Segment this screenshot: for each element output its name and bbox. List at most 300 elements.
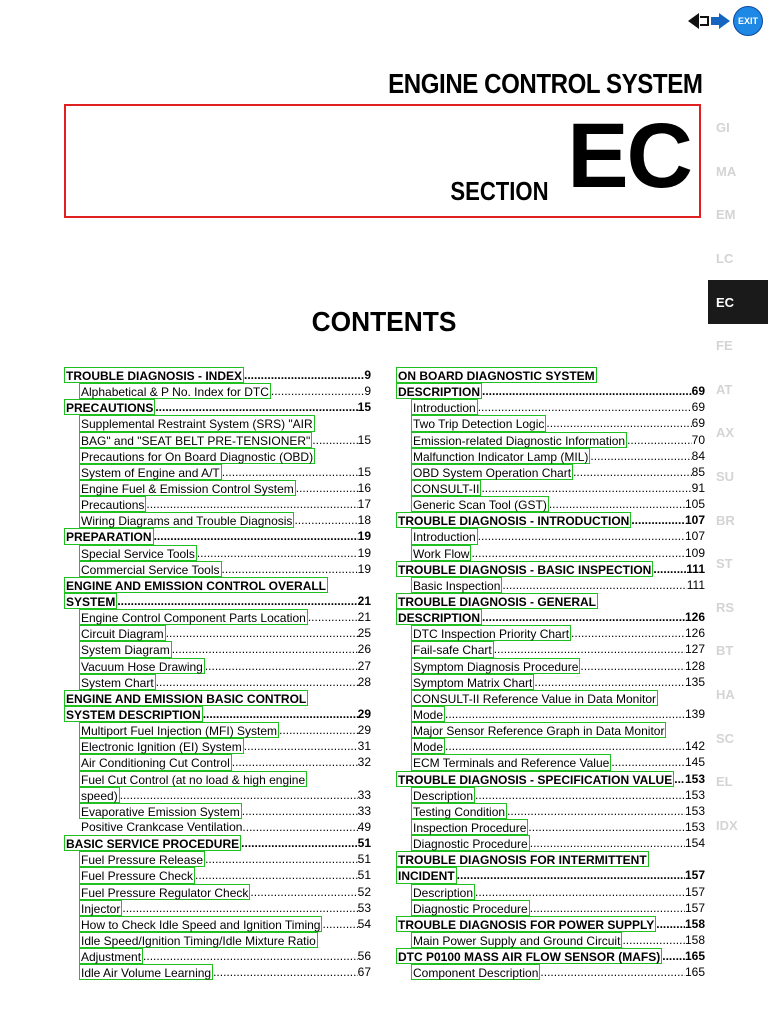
toc-entry[interactable] [398, 415, 705, 431]
toc-entry[interactable] [66, 641, 371, 657]
toc-leader-dots [222, 464, 358, 480]
toc-page-number: 67 [357, 965, 371, 980]
toc-entry[interactable] [398, 641, 705, 657]
toc-leader-dots [232, 754, 358, 770]
toc-entry[interactable] [398, 609, 705, 625]
toc-entry[interactable] [398, 867, 705, 883]
toc-page-number: 9 [364, 384, 371, 399]
toc-entry[interactable] [66, 964, 371, 980]
toc-entry[interactable] [66, 625, 371, 641]
toc-leader-dots [308, 609, 358, 625]
toc-leader-dots [279, 722, 358, 738]
toc-entry[interactable] [66, 415, 371, 431]
tab-ax[interactable]: AX [716, 425, 735, 441]
toc-entry-label[interactable]: Commercial Service Tools [81, 562, 220, 577]
toc-leader-dots [166, 625, 358, 641]
toc-entry[interactable] [398, 658, 705, 674]
toc-page-number: 157 [684, 868, 705, 883]
toc-entry[interactable] [398, 593, 705, 609]
toc-entry[interactable] [66, 448, 371, 464]
toc-leader-dots [294, 512, 357, 528]
toc-entry-label[interactable]: Malfunction Indicator Lamp (MIL) [413, 449, 589, 464]
toc-entry-label[interactable]: Symptom Matrix Chart [413, 675, 533, 690]
toc-page-number: 128 [684, 658, 705, 673]
tab-rs[interactable]: RS [716, 599, 735, 615]
toc-leader-dots [122, 900, 357, 916]
toc-entry-label[interactable]: SYSTEM [66, 594, 116, 609]
toc-leader-dots [146, 496, 357, 512]
toc-leader-dots [611, 754, 685, 770]
toc-entry-label[interactable]: Engine Fuel & Emission Control System [81, 481, 294, 496]
toc-entry-label[interactable]: Generic Scan Tool (GST) [413, 498, 547, 513]
toc-entry-label[interactable]: Multiport Fuel Injection (MFI) System [81, 724, 278, 739]
toc-entry-label[interactable]: Diagnostic Procedure [413, 901, 528, 916]
toc-entry-label[interactable]: Engine Control Component Parts Location [81, 611, 306, 626]
tab-idx[interactable]: IDX [716, 817, 738, 833]
toc-page-number: 126 [684, 626, 705, 641]
toc-page-number: 109 [684, 545, 705, 560]
toc-entry-label[interactable]: Emission-related Diagnostic Information [413, 433, 626, 448]
toc-page-number: 19 [357, 545, 371, 560]
toc-entry[interactable] [66, 948, 371, 964]
toc-page-number: 51 [357, 852, 371, 867]
toc-leader-dots [573, 464, 692, 480]
toc-entry[interactable] [398, 690, 705, 706]
toc-entry-label[interactable]: Work Flow [413, 546, 470, 561]
toc-entry[interactable] [398, 448, 705, 464]
toc-entry[interactable] [398, 528, 705, 544]
toc-entry[interactable] [66, 771, 371, 787]
tab-em[interactable]: EM [716, 207, 736, 223]
toc-entry[interactable] [398, 722, 705, 738]
toc-page-number: 111 [686, 577, 705, 592]
toc-leader-dots [481, 480, 691, 496]
toc-leader-dots [571, 625, 685, 641]
toc-leader-dots [244, 367, 364, 383]
toc-page-number: 153 [684, 819, 705, 834]
toc-entry[interactable] [398, 932, 705, 948]
toc-page-number: 33 [357, 787, 371, 802]
tab-ha[interactable]: HA [716, 687, 735, 703]
toc-page-number: 17 [357, 497, 371, 512]
toc-entry-label[interactable]: Wiring Diagrams and Trouble Diagnosis [81, 514, 293, 529]
toc-entry[interactable] [398, 819, 705, 835]
toc-entry-label[interactable]: Mode [413, 740, 444, 755]
toc-leader-dots [154, 528, 358, 544]
toc-entry-label[interactable]: DESCRIPTION [398, 385, 481, 400]
toc-entry-label[interactable]: Evaporative Emission System [81, 804, 240, 819]
toc-entry-label[interactable]: PREPARATION [66, 530, 152, 545]
toc-entry-label[interactable]: TROUBLE DIAGNOSIS FOR POWER SUPPLY [398, 917, 655, 932]
toc-leader-dots [143, 948, 358, 964]
toc-entry-label[interactable]: CONSULT-II Reference Value in Data Monitor [413, 691, 656, 706]
toc-entry-label[interactable]: TROUBLE DIAGNOSIS - INTRODUCTION [398, 514, 630, 529]
toc-leader-dots [478, 528, 685, 544]
toc-page-number: 51 [357, 836, 371, 851]
toc-entry-label[interactable]: Basic Inspection [413, 578, 501, 593]
toc-page-number: 91 [691, 480, 705, 495]
toc-entry[interactable] [398, 803, 705, 819]
toc-leader-dots [475, 787, 685, 803]
toc-entry-label[interactable]: Component Description [413, 966, 539, 981]
toc-entry[interactable] [66, 884, 371, 900]
toc-leader-dots [197, 545, 358, 561]
section-tabs [708, 106, 768, 847]
toc-page-number: 84 [691, 448, 705, 463]
toc-page-number: 111 [686, 561, 705, 576]
toc-entry-label[interactable]: Two Trip Detection Logic [413, 417, 545, 432]
toc-entry[interactable] [398, 399, 705, 415]
toc-entry-label[interactable]: Major Sensor Reference Graph in Data Monitor [413, 724, 665, 739]
toc-page-number: 15 [357, 432, 371, 447]
toc-entry[interactable] [398, 545, 705, 561]
toc-entry[interactable] [398, 577, 705, 593]
tab-ec[interactable]: EC [708, 280, 768, 324]
toc-entry-label[interactable]: Fuel Pressure Check [81, 869, 194, 884]
toc-entry[interactable] [398, 706, 705, 722]
toc-entry[interactable] [66, 835, 371, 851]
toc-page-number: 27 [357, 658, 371, 673]
toc-leader-dots [117, 593, 357, 609]
toc-page-number: 25 [357, 626, 371, 641]
toc-page-number: 19 [357, 529, 371, 544]
toc-entry[interactable] [66, 464, 371, 480]
toc-leader-dots [445, 738, 685, 754]
toc-leader-dots [653, 561, 686, 577]
toc-page-number: 158 [684, 932, 705, 947]
toc-page-number: 142 [684, 739, 705, 754]
toc-entry[interactable] [398, 480, 705, 496]
toc-entry[interactable] [398, 771, 705, 787]
toc-entry-label[interactable]: Testing Condition [413, 804, 506, 819]
toc-page-number: 15 [357, 464, 371, 479]
toc-entry[interactable] [66, 690, 371, 706]
arrow-left-icon-body[interactable] [700, 16, 709, 26]
toc-page-number: 154 [684, 836, 705, 851]
toc-leader-dots [534, 674, 685, 690]
toc-entry[interactable] [398, 512, 705, 528]
section-code: EC [567, 105, 691, 207]
toc-entry[interactable] [66, 754, 371, 770]
toc-entry-label[interactable]: How to Check Idle Speed and Ignition Timing [81, 917, 321, 932]
toc-entry[interactable] [398, 561, 705, 577]
toc-entry[interactable] [398, 787, 705, 803]
toc-page-number: 21 [357, 593, 371, 608]
toc-leader-dots [482, 609, 685, 625]
toc-entry[interactable] [66, 738, 371, 754]
toc-page-number: 105 [684, 497, 705, 512]
toc-entry[interactable] [398, 916, 705, 932]
toc-entry-label[interactable]: OBD System Operation Chart [413, 465, 572, 480]
toc-entry-label[interactable]: Supplemental Restraint System (SRS) "AIR [81, 417, 313, 432]
toc-leader-dots [656, 916, 685, 932]
tab-el[interactable]: EL [716, 774, 733, 790]
toc-leader-dots [155, 399, 357, 415]
toc-entry-label[interactable]: Inspection Procedure [413, 820, 527, 835]
toc-entry-label[interactable]: Description [413, 788, 474, 803]
toc-entry-label[interactable]: System Diagram [81, 643, 170, 658]
toc-entry[interactable] [66, 658, 371, 674]
toc-leader-dots [627, 432, 692, 448]
toc-entry-label[interactable]: Diagnostic Procedure [413, 837, 528, 852]
toc-leader-dots [322, 916, 357, 932]
toc-entry-label[interactable]: BAG" and "SEAT BELT PRE-TENSIONER" [81, 433, 311, 448]
toc-entry-label[interactable]: Injector [81, 901, 121, 916]
toc-leader-dots [271, 383, 364, 399]
arrow-left-icon[interactable] [688, 13, 699, 29]
toc-page-number: 21 [357, 610, 371, 625]
toc-leader-dots [590, 448, 691, 464]
tab-at[interactable]: AT [716, 381, 733, 397]
arrow-right-icon[interactable] [719, 13, 730, 29]
toc-entry[interactable] [66, 399, 371, 415]
toc-leader-dots [530, 900, 685, 916]
toc-page-number: 126 [684, 610, 705, 625]
toc-entry-label[interactable]: Introduction [413, 401, 476, 416]
toc-entry-label: Positive Crankcase Ventilation [81, 819, 243, 834]
toc-entry-label[interactable]: Alphabetical & P No. Index for DTC [81, 385, 269, 400]
toc-page-number: 85 [691, 464, 705, 479]
toc-entry[interactable] [398, 674, 705, 690]
toc-entry-label[interactable]: PRECAUTIONS [66, 401, 154, 416]
toc-entry-label[interactable]: Mode [413, 707, 444, 722]
toc-entry[interactable] [398, 884, 705, 900]
toc-entry-label[interactable]: speed) [81, 788, 118, 803]
section-word: SECTION [450, 176, 549, 206]
toc-page-number: 32 [357, 755, 371, 770]
toc-page-number: 157 [684, 884, 705, 899]
toc-entry-label[interactable]: Vacuum Hose Drawing [81, 659, 203, 674]
toc-entry-label[interactable]: Fuel Pressure Release [81, 853, 204, 868]
toc-leader-dots [471, 545, 685, 561]
toc-entry-label[interactable]: Idle Air Volume Learning [81, 966, 212, 981]
toc-leader-dots [674, 771, 685, 787]
tab-su[interactable]: SU [716, 469, 735, 485]
toc-entry[interactable] [398, 625, 705, 641]
toc-page-number: 107 [684, 513, 705, 528]
toc-page-number: 107 [684, 529, 705, 544]
toc-leader-dots [205, 658, 358, 674]
toc-entry-label[interactable]: CONSULT-II [413, 481, 480, 496]
arrow-right-icon-body[interactable] [711, 17, 719, 25]
toc-entry[interactable] [398, 464, 705, 480]
toc-page-number: 29 [357, 706, 371, 721]
toc-entry-label[interactable]: DTC P0100 MASS AIR FLOW SENSOR (MAFS) [398, 950, 661, 965]
toc-entry[interactable] [66, 900, 371, 916]
toc-page-number: 18 [357, 513, 371, 528]
toc-entry-label[interactable]: Introduction [413, 530, 476, 545]
toc-entry[interactable] [66, 545, 371, 561]
toc-entry[interactable] [398, 367, 705, 383]
toc-entry-label[interactable]: Idle Speed/Ignition Timing/Idle Mixture Ratio [81, 933, 316, 948]
toc-entry[interactable] [66, 674, 371, 690]
toc-entry[interactable] [66, 383, 371, 399]
toc-page-number: 70 [691, 432, 705, 447]
toc-leader-dots [296, 480, 358, 496]
toc-page-number: 69 [691, 416, 705, 431]
toc-leader-dots [195, 867, 358, 883]
toc-right-column [398, 367, 705, 980]
toc-page-number: 165 [684, 949, 705, 964]
toc-entry-label[interactable]: Fuel Cut Control (at no load & high engine [81, 772, 306, 787]
toc-entry-label[interactable]: TROUBLE DIAGNOSIS - BASIC INSPECTION [398, 562, 652, 577]
toc-entry[interactable] [66, 722, 371, 738]
toc-entry[interactable] [66, 432, 371, 448]
toc-entry[interactable] [398, 738, 705, 754]
toc-entry[interactable] [66, 577, 371, 593]
toc-page-number: 9 [364, 368, 371, 382]
page-title: ENGINE CONTROL SYSTEM [387, 68, 702, 99]
toc-entry[interactable] [398, 964, 705, 980]
section-box [64, 104, 701, 218]
contents-heading: CONTENTS [311, 306, 457, 337]
toc-entry-label[interactable]: Electronic Ignition (EI) System [81, 740, 242, 755]
toc-entry-label[interactable]: DTC Inspection Priority Chart [413, 627, 570, 642]
toc-entry-label[interactable]: Circuit Diagram [81, 627, 164, 642]
toc-entry-label[interactable]: TROUBLE DIAGNOSIS - GENERAL [398, 594, 597, 609]
toc-entry[interactable] [66, 851, 371, 867]
toc-entry[interactable] [398, 851, 705, 867]
toc-entry[interactable] [66, 867, 371, 883]
toc-entry[interactable] [398, 754, 705, 770]
toc-leader-dots [242, 803, 358, 819]
toc-entry-label[interactable]: TROUBLE DIAGNOSIS - INDEX [66, 369, 243, 383]
page-navigation [688, 6, 763, 36]
toc-entry-label[interactable]: DESCRIPTION [398, 611, 481, 626]
toc-leader-dots [241, 835, 357, 851]
toc-entry[interactable] [66, 496, 371, 512]
toc-page-number: 26 [357, 642, 371, 657]
toc-entry[interactable] [66, 916, 371, 932]
tab-st[interactable]: ST [716, 556, 733, 572]
toc-page-number: 153 [684, 803, 705, 818]
toc-entry-label[interactable]: ENGINE AND EMISSION CONTROL OVERALL [66, 578, 327, 593]
toc-entry[interactable] [66, 367, 371, 383]
toc-entry-label[interactable]: Air Conditioning Cut Control [81, 756, 230, 771]
toc-entry-label[interactable]: Special Service Tools [81, 546, 195, 561]
toc-entry-label[interactable]: Main Power Supply and Ground Circuit [413, 933, 621, 948]
toc-leader-dots [156, 674, 358, 690]
toc-leader-dots [222, 561, 358, 577]
toc-page-number: 33 [357, 803, 371, 818]
toc-entry-label[interactable]: System Chart [81, 675, 154, 690]
toc-entry[interactable] [66, 593, 371, 609]
toc-leader-dots [213, 964, 358, 980]
toc-leader-dots [445, 706, 685, 722]
toc-entry[interactable] [66, 609, 371, 625]
tab-ma[interactable]: MA [716, 163, 737, 179]
toc-entry[interactable] [398, 835, 705, 851]
toc-entry[interactable] [398, 948, 705, 964]
toc-entry-label[interactable]: Precautions [81, 498, 145, 513]
toc-page-number: 53 [357, 900, 371, 915]
toc-entry[interactable] [66, 512, 371, 528]
toc-page-number: 56 [357, 949, 371, 964]
toc-entry-label[interactable]: INCIDENT [398, 869, 455, 884]
toc-entry-label[interactable]: BASIC SERVICE PROCEDURE [66, 837, 240, 852]
toc-entry-label[interactable]: Adjustment [81, 950, 142, 965]
toc-entry[interactable] [66, 561, 371, 577]
tab-fe[interactable]: FE [716, 338, 733, 354]
toc-page-number: 157 [684, 900, 705, 915]
toc-entry-label[interactable]: TROUBLE DIAGNOSIS - SPECIFICATION VALUE [398, 772, 673, 787]
toc-page-number: 19 [357, 561, 371, 576]
toc-entry[interactable] [66, 803, 371, 819]
toc-entry[interactable] [66, 528, 371, 544]
toc-entry[interactable] [66, 706, 371, 722]
toc-leader-dots [242, 819, 357, 835]
exit-button[interactable]: EXIT [733, 6, 763, 36]
toc-leader-dots [244, 738, 358, 754]
toc-entry[interactable] [66, 932, 371, 948]
toc-page-number: 29 [357, 723, 371, 738]
toc-page-number: 49 [357, 819, 371, 834]
tab-bt[interactable]: BT [716, 643, 734, 659]
toc-entry-label[interactable]: SYSTEM DESCRIPTION [66, 707, 201, 722]
toc-leader-dots [580, 658, 685, 674]
toc-entry-label[interactable]: Description [413, 885, 474, 900]
toc-entry [66, 819, 371, 835]
toc-leader-dots [203, 706, 358, 722]
toc-entry-label[interactable]: Fail-safe Chart [413, 643, 492, 658]
toc-leader-dots [528, 819, 685, 835]
toc-leader-dots [530, 835, 685, 851]
toc-entry[interactable] [398, 383, 705, 399]
toc-leader-dots [502, 577, 686, 593]
toc-entry[interactable] [398, 496, 705, 512]
toc-entry-label[interactable]: TROUBLE DIAGNOSIS FOR INTERMITTENT [398, 853, 647, 868]
toc-leader-dots [540, 964, 685, 980]
toc-leader-dots [622, 932, 685, 948]
toc-page-number: 158 [684, 916, 705, 931]
toc-page-number: 54 [357, 916, 371, 931]
toc-leader-dots [507, 803, 685, 819]
toc-leader-dots [631, 512, 685, 528]
tab-lc[interactable]: LC [716, 251, 734, 267]
toc-entry-label[interactable]: System of Engine and A/T [81, 465, 220, 480]
toc-entry[interactable] [66, 787, 371, 803]
toc-page-number: 139 [684, 706, 705, 721]
toc-page-number: 31 [357, 739, 371, 754]
tab-br[interactable]: BR [716, 512, 735, 528]
toc-entry[interactable] [398, 432, 705, 448]
toc-entry-label[interactable]: ECM Terminals and Reference Value [413, 756, 610, 771]
toc-leader-dots [250, 884, 357, 900]
tab-gi[interactable]: GI [716, 120, 730, 136]
tab-sc[interactable]: SC [716, 730, 735, 746]
toc-page-number: 51 [357, 868, 371, 883]
toc-page-number: 153 [684, 771, 705, 786]
toc-page-number: 16 [357, 480, 371, 495]
toc-page-number: 69 [691, 384, 705, 399]
toc-leader-dots [546, 415, 691, 431]
toc-leader-dots [457, 867, 685, 883]
toc-entry-label[interactable]: Precautions for On Board Diagnostic (OBD) [81, 449, 314, 464]
toc-leader-dots [312, 432, 357, 448]
toc-entry-label[interactable]: Fuel Pressure Regulator Check [81, 885, 249, 900]
toc-page-number: 165 [684, 965, 705, 980]
toc-entry[interactable] [398, 900, 705, 916]
toc-leader-dots [475, 884, 685, 900]
toc-entry-label[interactable]: ON BOARD DIAGNOSTIC SYSTEM [398, 369, 595, 383]
toc-entry-label[interactable]: Symptom Diagnosis Procedure [413, 659, 579, 674]
toc-entry-label[interactable]: ENGINE AND EMISSION BASIC CONTROL [66, 691, 307, 706]
toc-leader-dots [478, 399, 692, 415]
toc-leader-dots [549, 496, 685, 512]
toc-entry[interactable] [66, 480, 371, 496]
toc-page-number: 52 [357, 884, 371, 899]
toc-page-number: 15 [357, 400, 371, 415]
